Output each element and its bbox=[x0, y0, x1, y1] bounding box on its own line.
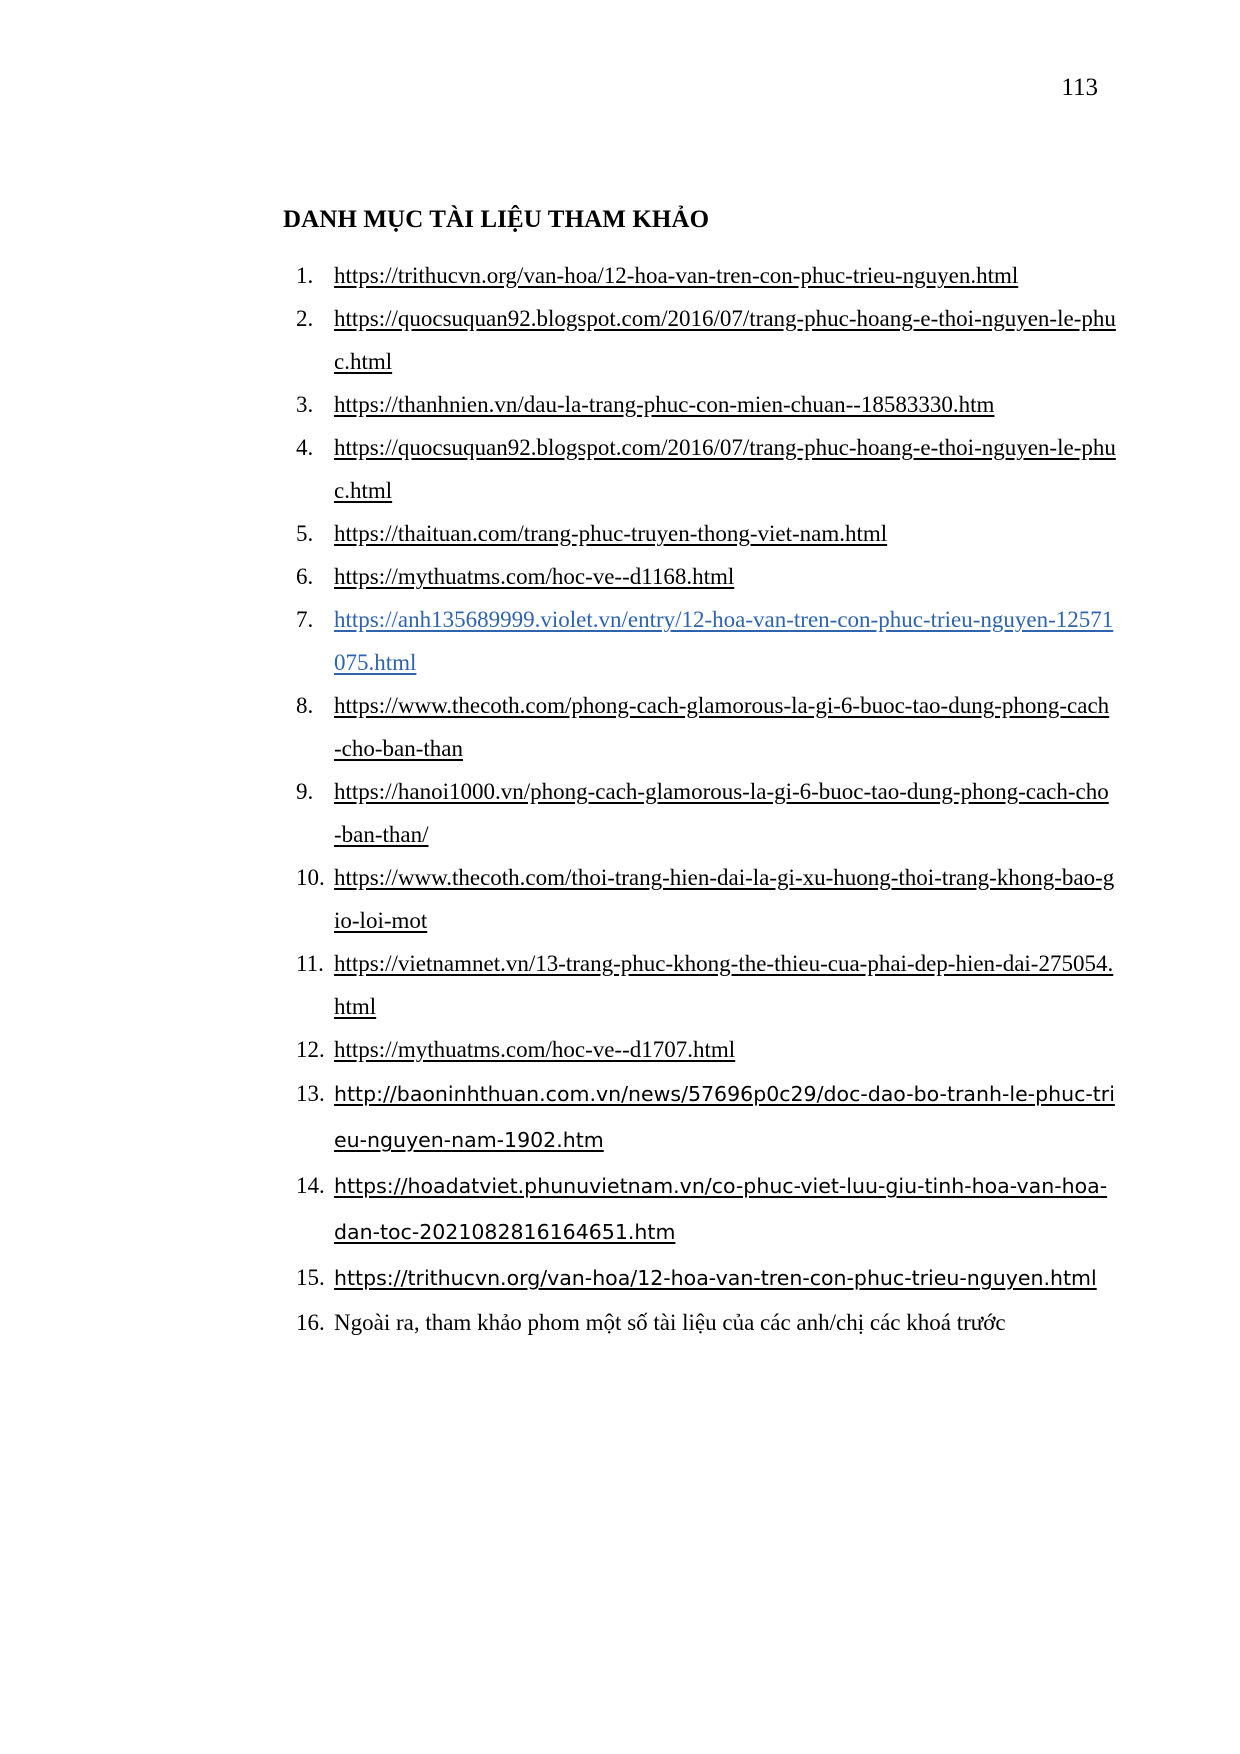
reference-link[interactable]: https://www.thecoth.com/thoi-trang-hien-dai-la-gi-xu-huong-thoi-trang-khong-bao-gio-loi-mot bbox=[334, 865, 1115, 933]
reference-item bbox=[296, 426, 1116, 512]
reference-item bbox=[296, 1255, 1116, 1301]
reference-item bbox=[296, 1071, 1116, 1163]
page-number: 113 bbox=[1061, 74, 1098, 101]
reference-number: 12. bbox=[296, 1037, 325, 1062]
reference-item bbox=[296, 856, 1116, 942]
reference-number: 4. bbox=[296, 435, 314, 460]
reference-link[interactable]: https://trithucvn.org/van-hoa/12-hoa-van-tren-con-phuc-trieu-nguyen.html bbox=[334, 263, 1019, 288]
reference-link[interactable]: https://thanhnien.vn/dau-la-trang-phuc-con-mien-chuan--18583330.htm bbox=[334, 392, 995, 417]
reference-item bbox=[296, 512, 1116, 555]
reference-item bbox=[296, 1163, 1116, 1255]
reference-item bbox=[296, 770, 1116, 856]
reference-link[interactable]: https://www.thecoth.com/phong-cach-glamorous-la-gi-6-buoc-tao-dung-phong-cach-cho-ban-than bbox=[334, 693, 1110, 761]
reference-number: 11. bbox=[296, 951, 324, 976]
reference-note: Ngoài ra, tham khảo phom một số tài liệu của các anh/chị các khoá trước bbox=[334, 1310, 1006, 1335]
reference-number: 6. bbox=[296, 564, 314, 589]
reference-number: 1. bbox=[296, 263, 314, 288]
reference-link[interactable]: https://trithucvn.org/van-hoa/12-hoa-van-tren-con-phuc-trieu-nguyen.html bbox=[334, 1266, 1097, 1290]
reference-link[interactable]: https://quocsuquan92.blogspot.com/2016/07/trang-phuc-hoang-e-thoi-nguyen-le-phuc.html bbox=[334, 435, 1116, 503]
reference-number: 16. bbox=[296, 1310, 325, 1335]
reference-number: 9. bbox=[296, 779, 314, 804]
references-heading: DANH MỤC TÀI LIỆU THAM KHẢO bbox=[283, 206, 710, 233]
reference-link[interactable]: https://vietnamnet.vn/13-trang-phuc-khong-the-thieu-cua-phai-dep-hien-dai-275054.html bbox=[334, 951, 1114, 1019]
reference-number: 10. bbox=[296, 865, 325, 890]
reference-list bbox=[296, 254, 1116, 1344]
reference-number: 2. bbox=[296, 306, 314, 331]
reference-number: 3. bbox=[296, 392, 314, 417]
reference-number: 5. bbox=[296, 521, 314, 546]
reference-link[interactable]: http://baoninhthuan.com.vn/news/57696p0c29/doc-dao-bo-tranh-le-phuc-trieu-nguyen-nam-1902.htm bbox=[334, 1082, 1115, 1152]
reference-number: 13. bbox=[296, 1081, 325, 1106]
reference-item bbox=[296, 684, 1116, 770]
reference-link[interactable]: https://quocsuquan92.blogspot.com/2016/07/trang-phuc-hoang-e-thoi-nguyen-le-phuc.html bbox=[334, 306, 1116, 374]
reference-number: 8. bbox=[296, 693, 314, 718]
reference-item bbox=[296, 254, 1116, 297]
reference-number: 7. bbox=[296, 607, 314, 632]
reference-link[interactable]: https://thaituan.com/trang-phuc-truyen-thong-viet-nam.html bbox=[334, 521, 888, 546]
reference-number: 14. bbox=[296, 1173, 325, 1198]
reference-item bbox=[296, 1028, 1116, 1071]
reference-link[interactable]: https://mythuatms.com/hoc-ve--d1707.html bbox=[334, 1037, 736, 1062]
reference-item bbox=[296, 598, 1116, 684]
reference-item bbox=[296, 555, 1116, 598]
reference-item bbox=[296, 1301, 1116, 1344]
reference-link[interactable]: https://hoadatviet.phunuvietnam.vn/co-phuc-viet-luu-giu-tinh-hoa-van-hoa-dan-toc-2021082816164651.htm bbox=[334, 1174, 1108, 1244]
reference-item bbox=[296, 383, 1116, 426]
reference-link[interactable]: https://mythuatms.com/hoc-ve--d1168.html bbox=[334, 564, 735, 589]
reference-item bbox=[296, 297, 1116, 383]
reference-link[interactable]: https://hanoi1000.vn/phong-cach-glamorous-la-gi-6-buoc-tao-dung-phong-cach-cho-ban-than/ bbox=[334, 779, 1109, 847]
reference-item bbox=[296, 942, 1116, 1028]
reference-number: 15. bbox=[296, 1265, 325, 1290]
reference-link[interactable]: https://anh135689999.violet.vn/entry/12-hoa-van-tren-con-phuc-trieu-nguyen-12571075.html bbox=[334, 607, 1114, 675]
